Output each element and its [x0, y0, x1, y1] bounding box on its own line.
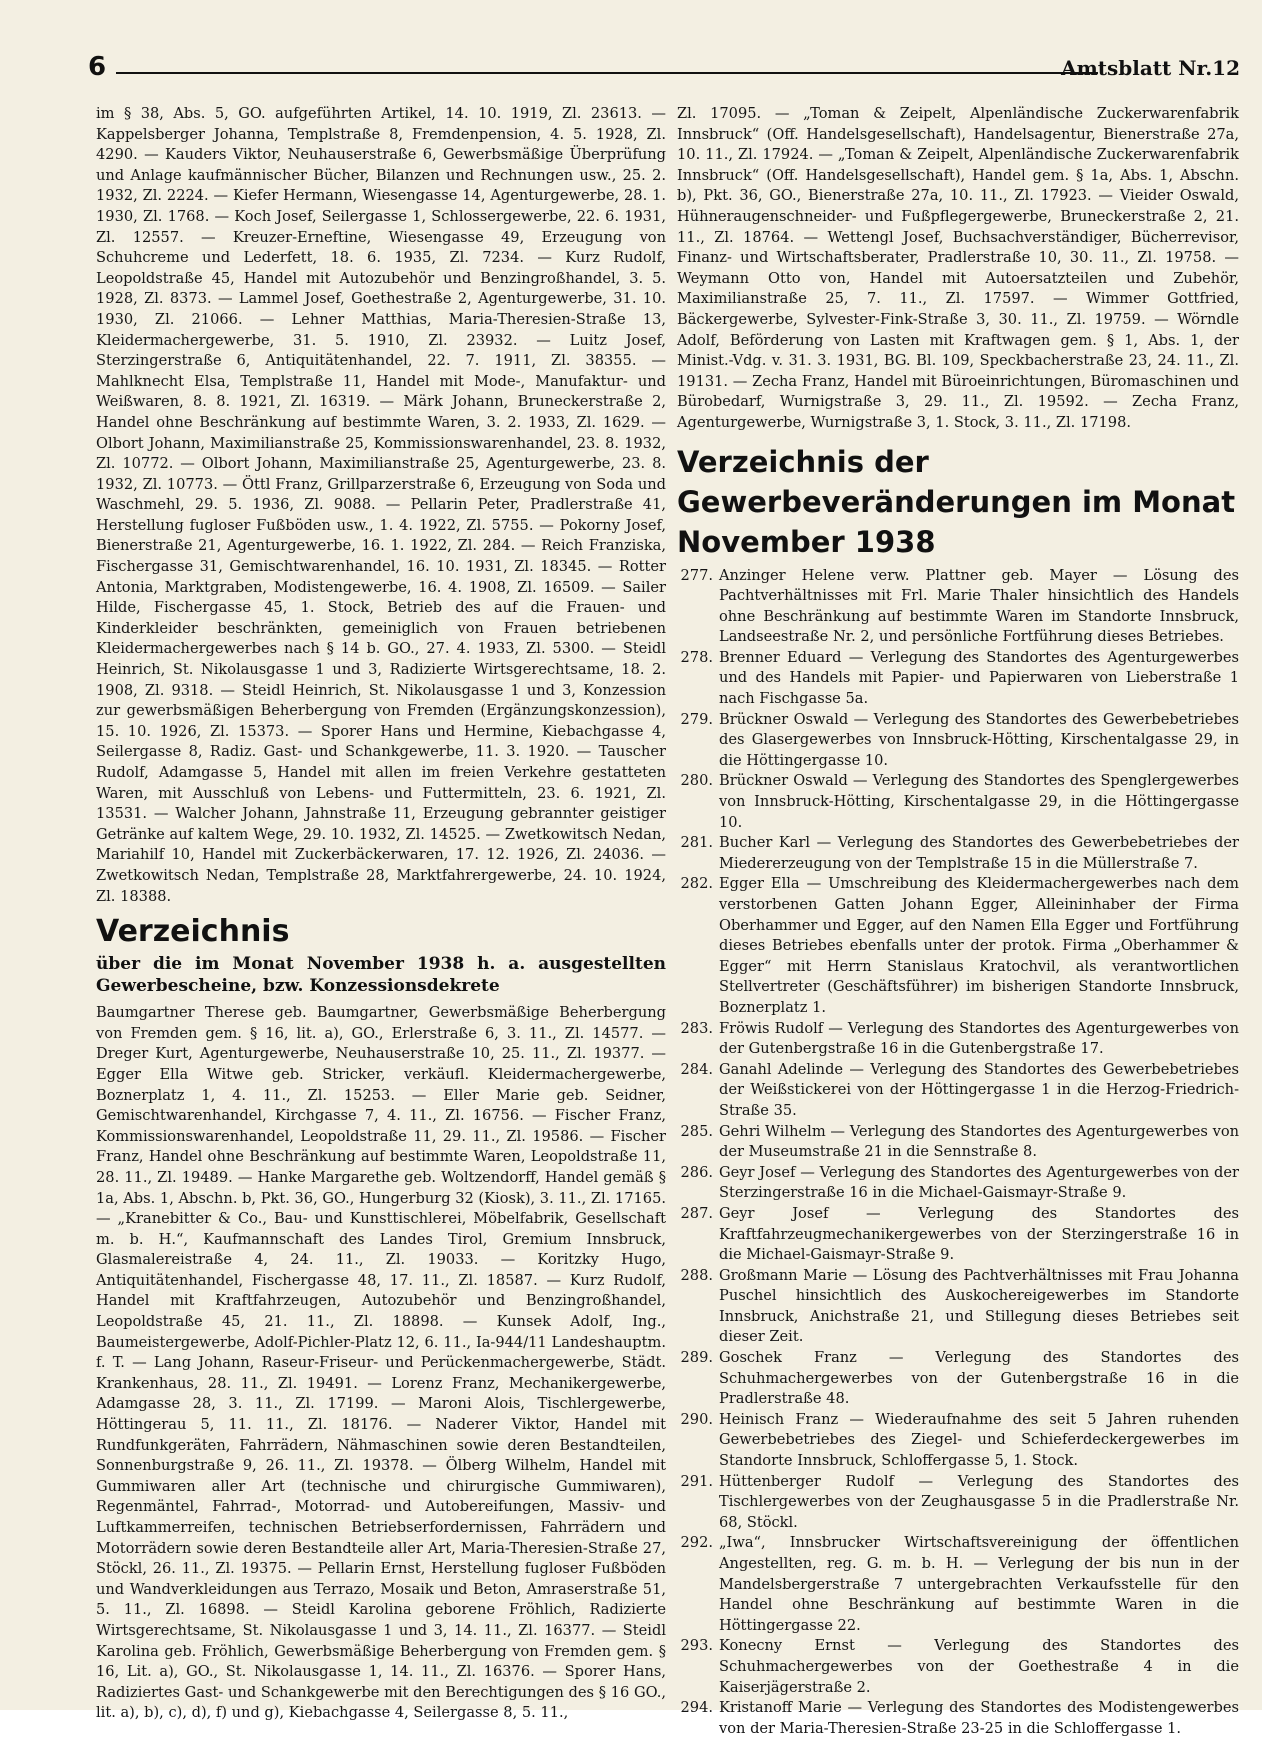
entry-number: 287.: [677, 1204, 719, 1266]
entry-number: 288.: [677, 1266, 719, 1348]
change-entry: [677, 648, 1239, 710]
entry-text: Anzinger Helene verw. Plattner geb. Mayer — Lösung des Pachtverhältnisses mit Frl. Marie Thaler hinsichtlich des Handels ohne Beschränkung auf bestimmte Waren im Standorte Innsbruck, Landseestraße Nr. 2, und persönliche Fortführung dieses Betriebes.: [719, 566, 1239, 648]
entry-number: 294.: [677, 1698, 719, 1739]
entry-number: 280.: [677, 771, 719, 833]
change-entry: [677, 1204, 1239, 1266]
entry-text: Großmann Marie — Lösung des Pachtverhältnisses mit Frau Johanna Puschel hinsichtlich des Auskochereigewerbes im Standorte Innsbruck, Anichstraße 21, und Stillegung dieses Betriebes seit dieser Zeit.: [719, 1266, 1239, 1348]
change-entry: [677, 566, 1239, 648]
entry-number: 290.: [677, 1410, 719, 1472]
change-entry: [677, 1019, 1239, 1060]
change-entry: [677, 874, 1239, 1018]
entry-text: Ganahl Adelinde — Verlegung des Standortes des Gewerbebetriebes der Weißstickerei von der Höttingergasse 1 in die Herzog-Friedrich-Straße 35.: [719, 1060, 1239, 1122]
change-entry: [677, 1122, 1239, 1163]
entry-number: 285.: [677, 1122, 719, 1163]
entry-text: Hüttenberger Rudolf — Verlegung des Standortes des Tischlergewerbes von der Zeughausgasse 5 in die Pradlerstraße Nr. 68, Stöckl.: [719, 1472, 1239, 1534]
right-column: [677, 104, 1239, 1739]
entry-text: Heinisch Franz — Wiederaufnahme des seit 5 Jahren ruhenden Gewerbebetriebes des Ziegel- und Schieferdeckergewerbes im Standorte Innsbruck, Schloffergasse 5, 1. Stock.: [719, 1410, 1239, 1472]
entry-number: 293.: [677, 1636, 719, 1698]
page-header: [88, 52, 1240, 80]
change-entry: [677, 771, 1239, 833]
entry-text: Konecny Ernst — Verlegung des Standortes des Schuhmachergewerbes von der Goethestraße 4 in die Kaiserjägerstraße 2.: [719, 1636, 1239, 1698]
change-entry: [677, 1060, 1239, 1122]
change-entry: [677, 1533, 1239, 1636]
change-entry: [677, 1348, 1239, 1410]
entry-number: 281.: [677, 833, 719, 874]
entry-number: 277.: [677, 566, 719, 648]
change-entry: [677, 1266, 1239, 1348]
entry-text: „Iwa“, Innsbrucker Wirtschaftsvereinigung der öffentlichen Angestellten, reg. G. m. b. H. — Verlegung der bis nun in der Mandelsbergerstraße 7 untergebrachten Verkaufsstelle für den Handel ohne Beschränkung auf bestimmte Waren in die Höttingergasse 22.: [719, 1533, 1239, 1636]
page-edge: [1262, 0, 1285, 1710]
change-entry: [677, 833, 1239, 874]
publication-title: Amtsblatt Nr.12: [1061, 56, 1240, 80]
page-number: 6: [88, 52, 106, 82]
section-heading: Verzeichnis: [96, 913, 666, 951]
entry-text: Kristanoff Marie — Verlegung des Standortes des Modistengewerbes von der Maria-Theresien-Straße 23-25 in die Schloffergasse 1.: [719, 1698, 1239, 1739]
entry-text: Goschek Franz — Verlegung des Standortes des Schuhmachergewerbes von der Gutenbergstraße 16 in die Pradlerstraße 48.: [719, 1348, 1239, 1410]
entry-number: 291.: [677, 1472, 719, 1534]
entry-text: Egger Ella — Umschreibung des Kleidermachergewerbes nach dem verstorbenen Gatten Johann Egger, Alleininhaber der Firma Oberhammer und Egger, auf den Namen Ella Egger und Fortführung dieses Betriebes ebenfalls unter der protok. Firma „Oberhammer & Egger“ mit Herrn Stanislaus Kratochvil, als verantwortlichen Stellvertreter (Geschäftsführer) im bisherigen Standorte Innsbruck, Boznerplatz 1.: [719, 874, 1239, 1018]
change-entry: [677, 1472, 1239, 1534]
entry-number: 292.: [677, 1533, 719, 1636]
licenses-list-text: Baumgartner Therese geb. Baumgartner, Gewerbsmäßige Beherbergung von Fremden gem. § 16, lit. a), GO., Erlerstraße 6, 3. 11., Zl. 14577. — Dreger Kurt, Agenturgewerbe, Neuhauserstraße 10, 25. 11., Zl. 19377. — Egger Ella Witwe geb. Stricker, verkäufl. Kleidermachergewerbe, Boznerplatz 1, 4. 11., Zl. 15253. — Eller Marie geb. Seidner, Gemischtwarenhandel, Kirchgasse 7, 4. 11., Zl. 16756. — Fischer Franz, Kommissionswarenhandel, Leopoldstraße 11, 29. 11., Zl. 19586. — Fischer Franz, Handel ohne Beschränkung auf bestimmte Waren, Leopoldstraße 11, 28. 11., Zl. 19489. — Hanke Margarethe geb. Woltzendorff, Handel gemäß § 1a, Abs. 1, Abschn. b, Pkt. 36, GO., Hungerburg 32 (Kiosk), 3. 11., Zl. 17165. — „Kranebitter & Co., Bau- und Kunsttischlerei, Möbelfabrik, Gesellschaft m. b. H.“, Kaufmannschaft des Landes Tirol, Gremium Innsbruck, Glasmalereistraße 4, 24. 11., Zl. 19033. — Koritzky Hugo, Antiquitätenhandel, Fischergasse 48, 17. 11., Zl. 18587. — Kurz Rudolf, Handel mit Kraftfahrzeugen, Autozubehör und Benzingroßhandel, Leopoldstraße 45, 21. 11., Zl. 18898. — Kunsek Adolf, Ing., Baumeistergewerbe, Adolf-Pichler-Platz 12, 6. 11., Ia-944/11 Landeshauptm. f. T. — Lang Johann, Raseur-Friseur- und Perückenmachergewerbe, Städt. Krankenhaus, 28. 11., Zl. 19491. — Lorenz Franz, Mechanikergewerbe, Adamgasse 28, 3. 11., Zl. 17199. — Maroni Alois, Tischlergewerbe, Höttingerau 5, 11. 11., Zl. 18176. — Naderer Viktor, Handel mit Rundfunkgeräten, Fahrrädern, Nähmaschinen sowie deren Bestandteilen, Sonnenburgstraße 9, 26. 11., Zl. 19378. — Ölberg Wilhelm, Handel mit Gummiwaren aller Art (technische und chirurgische Gummiwaren), Regenmäntel, Fahrrad-, Motorrad- und Autobereifungen, Massiv- und Luftkammerreifen, technischen Betriebserfordernissen, Fahrrädern und Motorrädern sowie deren Bestandteile aller Art, Maria-Theresien-Straße 27, Stöckl, 26. 11., Zl. 19375. — Pellarin Ernst, Herstellung fugloser Fußböden und Wandverkleidungen aus Terrazo, Mosaik und Beton, Amraserstraße 51, 5. 11., Zl. 16898. — Steidl Karolina geborene Fröhlich, Radizierte Wirtsgerechtsame, St. Nikolausgasse 1 und 3, 14. 11., Zl. 16377. — Steidl Karolina geb. Fröhlich, Gewerbsmäßige Beherbergung von Fremden gem. § 16, Lit. a), GO., St. Nikolausgasse 1, 14. 11., Zl. 16376. — Sporer Hans, Radiziertes Gast- und Schankgewerbe mit den Berechtigungen des § 16 GO., lit. a), b), c), d), f) und g), Kiebachgasse 4, Seilergasse 8, 5. 11.,: [96, 1003, 666, 1724]
changes-list: [677, 566, 1239, 1739]
header-rule: [116, 72, 1098, 74]
entry-number: 282.: [677, 874, 719, 1018]
entry-number: 289.: [677, 1348, 719, 1410]
entry-text: Bucher Karl — Verlegung des Standortes des Gewerbebetriebes der Miedererzeugung von der Templstraße 15 in die Müllerstraße 7.: [719, 833, 1239, 874]
entry-text: Geyr Josef — Verlegung des Standortes des Agenturgewerbes von der Sterzingerstraße 16 in die Michael-Gaismayr-Straße 9.: [719, 1163, 1239, 1204]
entry-number: 284.: [677, 1060, 719, 1122]
entry-number: 279.: [677, 710, 719, 772]
change-entry: [677, 1636, 1239, 1698]
continued-register-text: im § 38, Abs. 5, GO. aufgeführten Artikel, 14. 10. 1919, Zl. 23613. — Kappelsberger Johanna, Templstraße 8, Fremdenpension, 4. 5. 1928, Zl. 4290. — Kauders Viktor, Neuhauserstraße 6, Gewerbsmäßige Überprüfung und Anlage kaufmännischer Bücher, Bilanzen und Rechnungen usw., 25. 2. 1932, Zl. 2224. — Kiefer Hermann, Wiesengasse 14, Agenturgewerbe, 28. 1. 1930, Zl. 1768. — Koch Josef, Seilergasse 1, Schlossergewerbe, 22. 6. 1931, Zl. 12557. — Kreuzer-Erneftine, Wiesengasse 49, Erzeugung von Schuhcreme und Lederfett, 18. 6. 1935, Zl. 7234. — Kurz Rudolf, Leopoldstraße 45, Handel mit Autozubehör und Benzingroßhandel, 3. 5. 1928, Zl. 8373. — Lammel Josef, Goethestraße 2, Agenturgewerbe, 31. 10. 1930, Zl. 21066. — Lehner Matthias, Maria-Theresien-Straße 13, Kleidermachergewerbe, 31. 5. 1910, Zl. 23932. — Luitz Josef, Sterzingerstraße 6, Antiquitätenhandel, 22. 7. 1911, Zl. 38355. — Mahlknecht Elsa, Templstraße 11, Handel mit Mode-, Manufaktur- und Weißwaren, 8. 8. 1921, Zl. 16319. — Märk Johann, Bruneckerstraße 2, Handel ohne Beschränkung auf bestimmte Waren, 3. 2. 1933, Zl. 1629. — Olbort Johann, Maximilianstraße 25, Kommissionswarenhandel, 23. 8. 1932, Zl. 10772. — Olbort Johann, Maximilianstraße 25, Agenturgewerbe, 23. 8. 1932, Zl. 10773. — Öttl Franz, Grillparzerstraße 6, Erzeugung von Soda und Waschmehl, 29. 5. 1936, Zl. 9088. — Pellarin Peter, Pradlerstraße 41, Herstellung fugloser Fußböden usw., 1. 4. 1922, Zl. 5755. — Pokorny Josef, Bienerstraße 21, Agenturgewerbe, 16. 1. 1922, Zl. 284. — Reich Franziska, Fischergasse 31, Gemischtwarenhandel, 16. 10. 1931, Zl. 18345. — Rotter Antonia, Marktgraben, Modistengewerbe, 16. 4. 1908, Zl. 16509. — Sailer Hilde, Fischergasse 45, 1. Stock, Betrieb des auf die Frauen- und Kinderkleider beschränkten, gemeiniglich von Frauen betriebenen Kleidermachergewerbes nach § 14 b. GO., 27. 4. 1933, Zl. 5300. — Steidl Heinrich, St. Nikolausgasse 1 und 3, Radizierte Wirtsgerechtsame, 18. 2. 1908, Zl. 9318. — Steidl Heinrich, St. Nikolausgasse 1 und 3, Konzession zur gewerbsmäßigen Beherbergung von Fremden (Ergänzungskonzession), 15. 10. 1926, Zl. 15373. — Sporer Hans und Hermine, Kiebachgasse 4, Seilergasse 8, Radiz. Gast- und Schankgewerbe, 11. 3. 1920. — Tauscher Rudolf, Adamgasse 5, Handel mit allen im freien Verkehre gestatteten Waren, mit Ausschluß von Lebens- und Futtermitteln, 23. 6. 1921, Zl. 13531. — Walcher Johann, Jahnstraße 11, Erzeugung gebrannter geistiger Getränke auf kaltem Wege, 29. 10. 1932, Zl. 14525. — Zwetkowitsch Nedan, Mariahilf 10, Handel mit Zuckerbäckerwaren, 17. 12. 1926, Zl. 24036. — Zwetkowitsch Nedan, Templstraße 28, Marktfahrergewerbe, 24. 10. 1924, Zl. 18388.: [96, 104, 666, 907]
change-entry: [677, 710, 1239, 772]
change-entry: [677, 1410, 1239, 1472]
entry-text: Geyr Josef — Verlegung des Standortes des Kraftfahrzeugmechanikergewerbes von der Sterzingerstraße 16 in die Michael-Gaismayr-Straße 9.: [719, 1204, 1239, 1266]
continued-licenses-text: Zl. 17095. — „Toman & Zeipelt, Alpenländische Zuckerwarenfabrik Innsbruck“ (Off. Handelsgesellschaft), Handelsagentur, Bienerstraße 27a, 10. 11., Zl. 17924. — „Toman & Zeipelt, Alpenländische Zuckerwarenfabrik Innsbruck“ (Off. Handelsgesellschaft), Handel gem. § 1a, Abs. 1, Abschn. b), Pkt. 36, GO., Bienerstraße 27a, 10. 11., Zl. 17923. — Vieider Oswald, Hühneraugenschneider- und Fußpflegergewerbe, Bruneckerstraße 2, 21. 11., Zl. 18764. — Wettengl Josef, Buchsachverständiger, Bücherrevisor, Finanz- und Wirtschaftsberater, Pradlerstraße 10, 30. 11., Zl. 19758. — Weymann Otto von, Handel mit Autoersatzteilen und Zubehör, Maximilianstraße 25, 7. 11., Zl. 17597. — Wimmer Gottfried, Bäckergewerbe, Sylvester-Fink-Straße 3, 30. 11., Zl. 19759. — Wörndle Adolf, Beförderung von Lasten mit Kraftwagen gem. § 1, Abs. 1, der Minist.-Vdg. v. 31. 3. 1931, BG. Bl. 109, Speckbacherstraße 23, 24. 11., Zl. 19131. — Zecha Franz, Handel mit Büroeinrichtungen, Büromaschinen und Bürobedarf, Wurnigstraße 3, 29. 11., Zl. 19592. — Zecha Franz, Agenturgewerbe, Wurnigstraße 3, 1. Stock, 3. 11., Zl. 17198.: [677, 104, 1239, 434]
changes-section-heading: Verzeichnis der Gewerbeveränderungen im Monat November 1938: [677, 442, 1239, 562]
entry-text: Brückner Oswald — Verlegung des Standortes des Gewerbebetriebes des Glasergewerbes von Innsbruck-Hötting, Kirschentalgasse 29, in die Höttingergasse 10.: [719, 710, 1239, 772]
entry-text: Brückner Oswald — Verlegung des Standortes des Spenglergewerbes von Innsbruck-Hötting, Kirschentalgasse 29, in die Höttingergasse 10.: [719, 771, 1239, 833]
entry-number: 278.: [677, 648, 719, 710]
section-subheading: über die im Monat November 1938 h. a. ausgestellten Gewerbescheine, bzw. Konzessionsdekrete: [96, 953, 666, 997]
entry-text: Brenner Eduard — Verlegung des Standortes des Agenturgewerbes und des Handels mit Papier- und Papierwaren von Lieberstraße 1 nach Fischgasse 5a.: [719, 648, 1239, 710]
entry-text: Fröwis Rudolf — Verlegung des Standortes des Agenturgewerbes von der Gutenbergstraße 16 in die Gutenbergstraße 17.: [719, 1019, 1239, 1060]
entry-number: 286.: [677, 1163, 719, 1204]
entry-number: 283.: [677, 1019, 719, 1060]
entry-text: Gehri Wilhelm — Verlegung des Standortes des Agenturgewerbes von der Museumstraße 21 in die Sennstraße 8.: [719, 1122, 1239, 1163]
change-entry: [677, 1698, 1239, 1739]
change-entry: [677, 1163, 1239, 1204]
left-column: [96, 104, 666, 1724]
